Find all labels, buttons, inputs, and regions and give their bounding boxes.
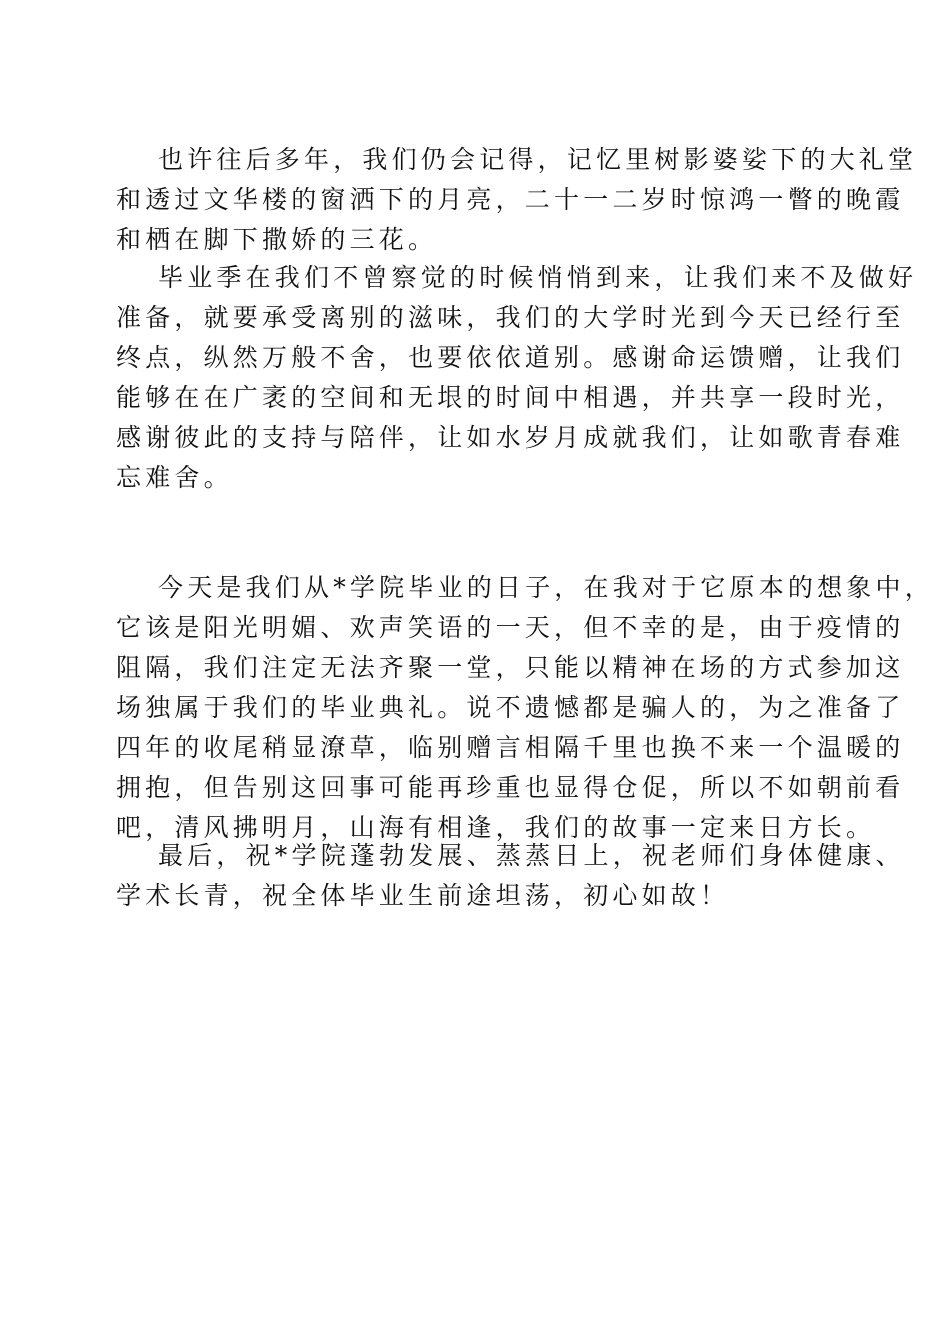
paragraph-line: 感谢彼此的支持与陪伴，让如水岁月成就我们，让如歌青春难 [116,423,905,452]
paragraph-line: 学术长青，祝全体毕业生前途坦荡，初心如故！ [116,881,730,910]
paragraph-line: 今天是我们从*学院毕业的日子，在我对于它原本的想象中， [158,573,934,602]
paragraph-4 [116,836,905,916]
paragraph-3 [116,568,934,848]
paragraph-line: 拥抱，但告别这回事可能再珍重也显得仓促，所以不如朝前看 [116,773,905,802]
paragraph-line: 毕业季在我们不曾察觉的时候悄悄到来，让我们来不及做好 [158,263,918,292]
paragraph-line: 也许往后多年，我们仍会记得，记忆里树影婆娑下的大礼堂 [158,145,918,174]
paragraph-2 [116,258,917,498]
paragraph-line: 它该是阳光明媚、欢声笑语的一天，但不幸的是，由于疫情的 [116,613,905,642]
paragraph-line: 终点，纵然万般不舍，也要依依道别。感谢命运馈赠，让我们 [116,343,905,372]
paragraph-line: 四年的收尾稍显潦草，临别赠言相隔千里也换不来一个温暖的 [116,733,905,762]
paragraph-line: 吧，清风拂明月，山海有相逢，我们的故事一定来日方长。 [116,813,876,842]
paragraph-1 [116,140,917,260]
paragraph-line: 阻隔，我们注定无法齐聚一堂，只能以精神在场的方式参加这 [116,653,905,682]
paragraph-line: 最后，祝*学院蓬勃发展、蒸蒸日上，祝老师们身体健康、 [158,841,905,870]
paragraph-line: 能够在在广袤的空间和无垠的时间中相遇，并共享一段时光， [116,383,905,412]
paragraph-line: 和栖在脚下撒娇的三花。 [116,225,438,254]
paragraph-line: 场独属于我们的毕业典礼。说不遗憾都是骗人的，为之准备了 [116,693,905,722]
paragraph-line: 和透过文华楼的窗洒下的月亮，二十一二岁时惊鸿一瞥的晚霞 [116,185,905,214]
paragraph-line: 忘难舍。 [116,463,233,492]
paragraph-line: 准备，就要承受离别的滋味，我们的大学时光到今天已经行至 [116,303,905,332]
